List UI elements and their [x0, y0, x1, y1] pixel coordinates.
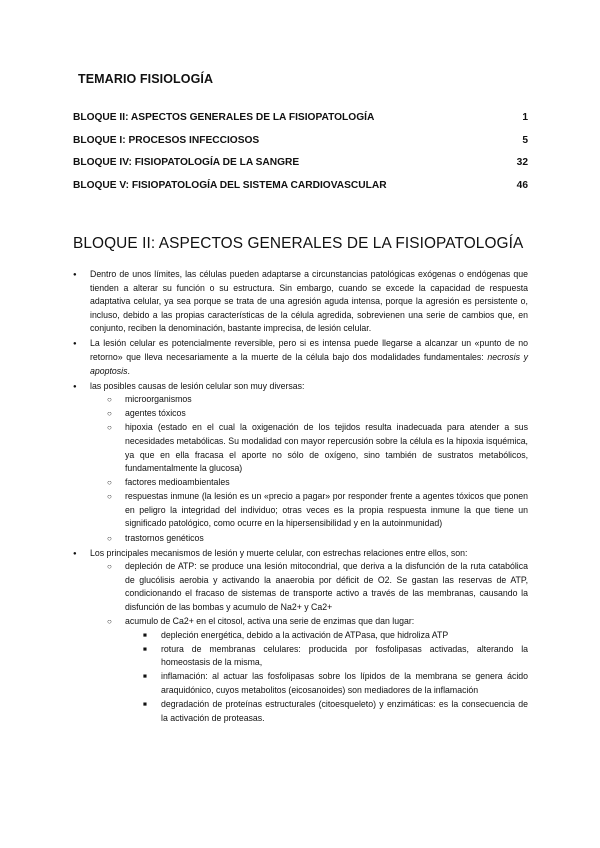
- paragraph-italic: necrosis y apoptosis: [90, 351, 529, 376]
- list-item: [73, 547, 528, 726]
- paragraph: las posibles causas de lesión celular son muy diversas:: [90, 380, 305, 391]
- bullet-dot-icon: [73, 337, 85, 353]
- bullet-square-icon: [143, 698, 155, 713]
- bullet-circle-icon: [107, 560, 119, 574]
- bullet-dot-icon: [73, 380, 85, 396]
- sub-sub-list: [125, 629, 528, 726]
- sub-list-item: [107, 532, 528, 546]
- section-content: [73, 268, 528, 727]
- bullet-circle-icon: [107, 407, 119, 421]
- paragraph: Los principales mecanismos de lesión y muerte celular, con estrechas relaciones entre ellos, son:: [90, 547, 468, 558]
- sub-list-item: [107, 407, 528, 421]
- bullet-circle-icon: [107, 615, 119, 629]
- toc-entry[interactable]: [73, 112, 528, 135]
- sub-sub-item-text: depleción energética, debido a la activación de ATPasa, que hidroliza ATP: [161, 629, 449, 640]
- bullet-circle-icon: [107, 476, 119, 490]
- toc-entry[interactable]: [73, 135, 528, 158]
- sub-list: [90, 560, 528, 725]
- sub-list-item: [107, 560, 528, 614]
- sub-item-text: factores medioambientales: [125, 477, 230, 488]
- sub-list-item: [107, 393, 528, 407]
- toc-entry[interactable]: [73, 157, 528, 180]
- sub-list-item: [107, 615, 528, 725]
- paragraph-text: La lesión celular es potencialmente reversible, pero si es intensa puede llegarse a alcanzar un «punto de no retorno» que lleva necesariamente a la muerte de la célula bajo dos modalidades fundamentales:: [90, 338, 528, 362]
- sub-sub-item-text: degradación de proteínas estructurales (citoesqueleto) y enzimáticas: es la consecuencia de la activación de proteasas.: [161, 699, 528, 723]
- paragraph: Dentro de unos límites, las células pueden adaptarse a circunstancias patológicas exógenas o endógenas que tienden a alterar su función o su estructura. Sin embargo, cuando se excede la capacidad de respuesta adaptativa celular, ya sea porque se trata de una agresión aguda intensa, porque la agresión es persistente o, incluso, debido a las propias características de la célula agredida, sobrevienen una serie de cambios que, en conjunto, reciben la denominación, bastante imprecisa, de lesión celular.: [90, 269, 528, 334]
- toc-entry-label: BLOQUE IV: FISIOPATOLOGÍA DE LA SANGRE: [73, 157, 300, 168]
- sub-sub-list-item: [143, 629, 528, 643]
- bullet-square-icon: [143, 643, 155, 658]
- toc-entry-label: BLOQUE II: ASPECTOS GENERALES DE LA FISIOPATOLOGÍA: [73, 112, 375, 123]
- paragraph-end: .: [127, 365, 130, 376]
- sub-item-text: microorganismos: [125, 394, 192, 405]
- sub-list-item: [107, 476, 528, 490]
- list-item: [73, 337, 528, 378]
- toc-entry[interactable]: [73, 180, 528, 203]
- sub-item-text: depleción de ATP: se produce una lesión mitocondrial, que deriva a la disfunción de la ruta catabólica de glucólisis aerobia y activando la anaerobia por déficit de O2. Se gastan las reservas de ATP, condicionando el fracaso de sistemas de transporte activo a través de las membranas, causando la disfunción de las bombas y acumulo de Na2+ y Ca2+: [125, 561, 528, 612]
- sub-item-text: agentes tóxicos: [125, 408, 186, 419]
- toc-entry-page: 46: [516, 179, 528, 191]
- bullet-circle-icon: [107, 490, 119, 504]
- bullet-square-icon: [143, 670, 155, 685]
- paragraph: [90, 337, 528, 378]
- sub-list-item: [107, 490, 528, 531]
- toc-entry-page: 32: [516, 157, 528, 168]
- sub-list-item: [107, 421, 528, 475]
- bullet-dot-icon: [73, 547, 85, 563]
- list-item: [73, 380, 528, 546]
- sub-sub-list-item: [143, 670, 528, 697]
- sub-sub-item-text: inflamación: al actuar las fosfolipasas sobre los lípidos de la membrana se genera ácido araquidónico, cuyos metabolitos (eicosanoides) son mediadores de la inflamación: [161, 671, 528, 695]
- toc-entry-label: BLOQUE V: FISIOPATOLOGÍA DEL SISTEMA CARDIOVASCULAR: [73, 179, 387, 191]
- sub-sub-list-item: [143, 698, 528, 725]
- bullet-list: [73, 268, 528, 725]
- bullet-square-icon: [143, 629, 155, 644]
- document-title: TEMARIO FISIOLOGÍA: [78, 72, 214, 86]
- section-heading: BLOQUE II: ASPECTOS GENERALES DE LA FISIOPATOLOGÍA: [73, 235, 524, 252]
- sub-item-text: trastornos genéticos: [125, 532, 204, 543]
- table-of-contents: [73, 112, 528, 202]
- sub-item-text: acumulo de Ca2+ en el citosol, activa una serie de enzimas que dan lugar:: [125, 616, 415, 627]
- sub-list: [90, 393, 528, 545]
- toc-entry-page: 1: [522, 112, 528, 123]
- toc-entry-page: 5: [522, 134, 528, 146]
- bullet-dot-icon: [73, 268, 85, 284]
- bullet-circle-icon: [107, 421, 119, 435]
- bullet-circle-icon: [107, 393, 119, 407]
- list-item: [73, 268, 528, 336]
- toc-entry-label: BLOQUE I: PROCESOS INFECCIOSOS: [73, 134, 260, 146]
- sub-sub-item-text: rotura de membranas celulares: producida por fosfolipasas activadas, alterando la homeostasis de la misma,: [161, 643, 528, 668]
- sub-item-text: respuestas inmune (la lesión es un «precio a pagar» por responder frente a agentes tóxicos que ponen en peligro la integridad del individuo; otras veces es la propia respuesta inmune la que tiene un significado patológico, como ocurre en la hipersensibilidad y en la autoinmunidad): [125, 491, 528, 529]
- bullet-circle-icon: [107, 532, 119, 546]
- sub-item-text: hipoxia (estado en el cual la oxigenación de los tejidos resulta inadecuada para atender a sus necesidades metabólicas. Su modalidad con mayor repercusión sobre la célula es la hipoxia isquémica, ya que en ella fracasa el aporte no sólo de oxígeno, sino también de sustratos metabólicos, fundamentalmente la glucosa): [125, 422, 528, 474]
- sub-sub-list-item: [143, 643, 528, 670]
